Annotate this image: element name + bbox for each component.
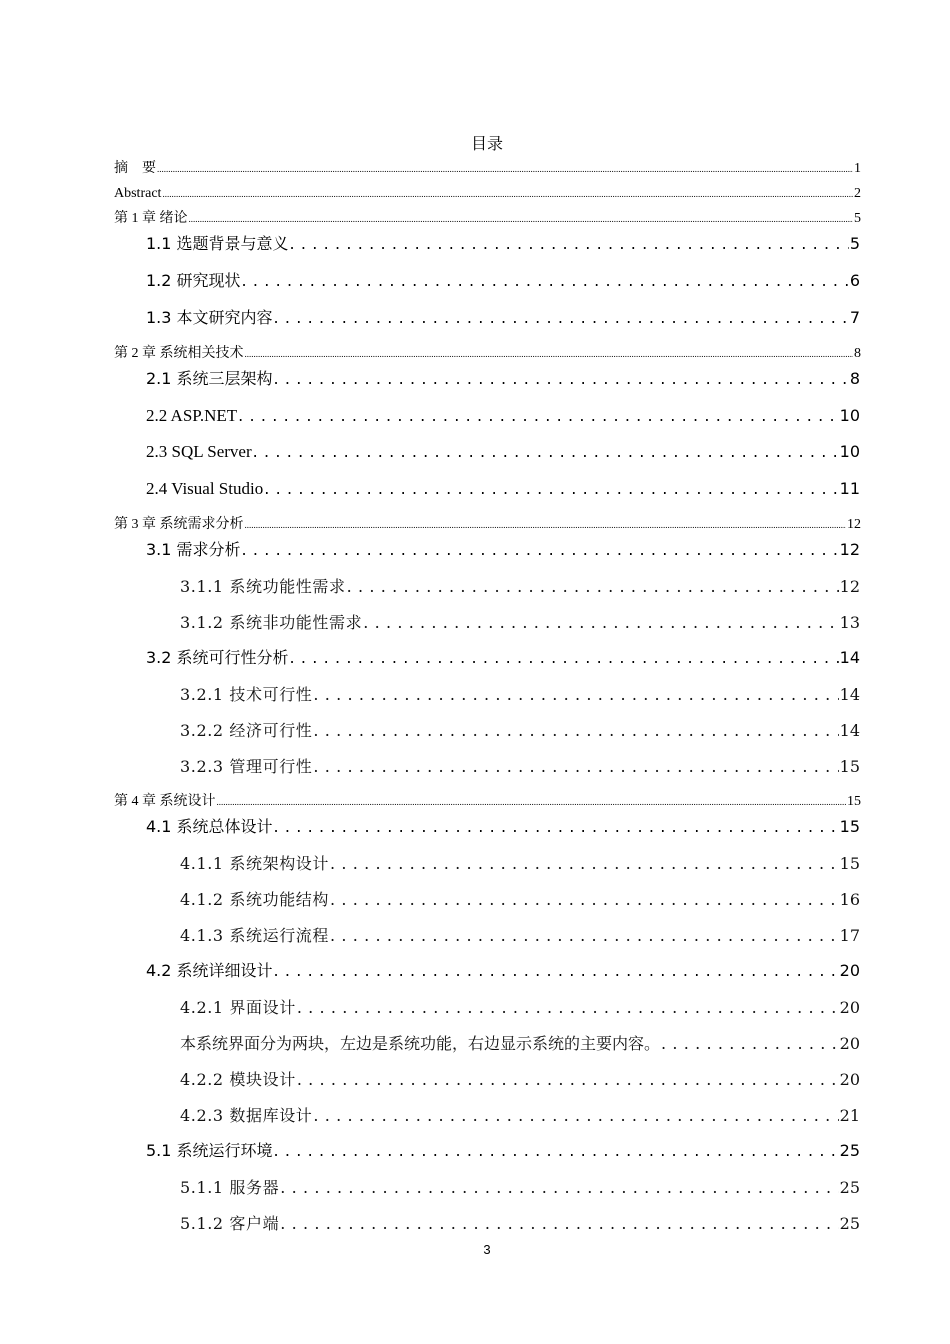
toc-entry-subsection[interactable] <box>180 576 860 598</box>
toc-entry-page: 25 <box>839 1178 860 1197</box>
dot-leader <box>274 960 839 982</box>
toc-entry-label: 3.2.2 经济可行性 <box>180 721 313 740</box>
toc-entry-page: 1 <box>854 161 861 176</box>
toc-entry-chapter-3[interactable] <box>114 516 861 534</box>
toc-entry-label: 1.2 研究现状 <box>146 271 241 290</box>
toc-entry-section[interactable] <box>146 270 860 292</box>
toc-entry-subsection[interactable] <box>180 1069 860 1091</box>
toc-entry-section[interactable] <box>146 647 860 669</box>
dot-leader <box>290 233 849 255</box>
toc-entry-label: 4.2.2 模块设计 <box>180 1070 296 1089</box>
page-number: 3 <box>483 1242 491 1257</box>
toc-entry-label: 4.2.1 界面设计 <box>180 998 296 1017</box>
dot-leader <box>313 684 838 706</box>
toc-entry-label: 4.1 系统总体设计 <box>146 817 273 836</box>
toc-entry-page: 15 <box>847 794 861 809</box>
toc-entry-page: 17 <box>839 926 860 945</box>
toc-entry-label: 5.1 系统运行环境 <box>146 1141 273 1160</box>
toc-entry-label: 第 2 章 系统相关技术 <box>114 346 244 361</box>
dot-leader <box>238 405 838 427</box>
toc-entry-label: 3.1.2 系统非功能性需求 <box>180 613 363 632</box>
toc-entry-section[interactable] <box>146 307 860 329</box>
toc-entry-section[interactable] <box>146 441 860 463</box>
toc-entry-subsection[interactable] <box>180 756 860 778</box>
dot-leader <box>189 210 854 228</box>
toc-entry-page: 7 <box>849 308 860 327</box>
dot-leader <box>313 1105 838 1127</box>
toc-entry-page: 14 <box>839 721 860 740</box>
toc-entry-label: 1.1 选题背景与意义 <box>146 234 289 253</box>
toc-entry-subsection[interactable] <box>180 684 860 706</box>
dot-leader <box>274 368 849 390</box>
dot-leader <box>280 1213 838 1235</box>
dot-leader <box>330 889 839 911</box>
dot-leader <box>330 853 839 875</box>
toc-entry-label: 2.3 SQL Server <box>146 442 252 461</box>
dot-leader <box>363 612 838 634</box>
toc-entry-page: 10 <box>839 406 860 425</box>
toc-entry-page: 20 <box>839 961 860 980</box>
dot-leader <box>245 345 854 363</box>
toc-entry-label: 第 4 章 系统设计 <box>114 794 216 809</box>
toc-entry-subsection[interactable] <box>180 889 860 911</box>
toc-entry-section[interactable] <box>146 539 860 561</box>
toc-entry-label: 4.2.3 数据库设计 <box>180 1106 313 1125</box>
toc-entry-label: 摘 要 <box>114 161 156 176</box>
toc-entry-section[interactable] <box>146 960 860 982</box>
toc-entry-label: 4.1.1 系统架构设计 <box>180 854 329 873</box>
toc-entry-page: 20 <box>839 1034 860 1053</box>
toc-entry-section[interactable] <box>146 368 860 390</box>
toc-entry-label: 4.1.3 系统运行流程 <box>180 926 329 945</box>
toc-entry-label: 本系统界面分为两块，左边是系统功能，右边显示系统的主要内容。 <box>180 1034 661 1053</box>
toc-entry-page: 8 <box>854 346 861 361</box>
toc-title: 目录 <box>470 134 503 153</box>
toc-entry-page: 15 <box>839 757 860 776</box>
toc-entry-subsection[interactable] <box>180 1177 860 1199</box>
dot-leader <box>297 1069 839 1091</box>
toc-entry-page: 25 <box>839 1141 860 1160</box>
toc-entry-section[interactable] <box>146 233 860 255</box>
toc-entry-label: 4.1.2 系统功能结构 <box>180 890 329 909</box>
toc-entry-section[interactable] <box>146 1140 860 1162</box>
dot-leader <box>330 925 839 947</box>
toc-entry-page: 12 <box>839 577 860 596</box>
dot-leader <box>242 270 849 292</box>
dot-leader <box>274 307 849 329</box>
toc-entry-page: 13 <box>839 613 860 632</box>
dot-leader <box>297 997 839 1019</box>
dot-leader <box>290 647 839 669</box>
toc-entry-label: Abstract <box>114 186 162 201</box>
toc-entry-page: 2 <box>854 186 861 201</box>
toc-entry-page: 21 <box>839 1106 860 1125</box>
toc-entry-label: 2.4 Visual Studio <box>146 479 264 498</box>
toc-entry-page: 15 <box>839 817 860 836</box>
toc-entry-label: 第 3 章 系统需求分析 <box>114 517 244 532</box>
toc-entry-page: 14 <box>839 648 860 667</box>
dot-leader <box>217 793 847 811</box>
dot-leader <box>313 756 838 778</box>
toc-entry-subsection[interactable] <box>180 925 860 947</box>
dot-leader <box>245 516 847 534</box>
toc-entry-subsection[interactable] <box>180 1213 860 1235</box>
toc-entry-subsection[interactable] <box>180 853 860 875</box>
toc-entry-abstract-cn[interactable] <box>114 160 861 178</box>
toc-entry-page: 20 <box>839 1070 860 1089</box>
toc-entry-label: 3.2.3 管理可行性 <box>180 757 313 776</box>
toc-entry-label: 3.2.1 技术可行性 <box>180 685 313 704</box>
toc-entry-label: 1.3 本文研究内容 <box>146 308 273 327</box>
toc-entry-page: 20 <box>839 998 860 1017</box>
toc-entry-page: 5 <box>849 234 860 253</box>
toc-entry-page: 14 <box>839 685 860 704</box>
toc-entry-page: 12 <box>847 517 861 532</box>
toc-entry-label: 2.1 系统三层架构 <box>146 369 273 388</box>
dot-leader <box>157 160 853 178</box>
toc-entry-label: 3.2 系统可行性分析 <box>146 648 289 667</box>
toc-entry-page: 25 <box>839 1214 860 1233</box>
dot-leader <box>347 576 839 598</box>
toc-entry-chapter-4[interactable] <box>114 793 861 811</box>
toc-entry-subsection[interactable] <box>180 612 860 634</box>
dot-leader <box>162 185 853 203</box>
toc-entry-label: 3.1.1 系统功能性需求 <box>180 577 346 596</box>
toc-entry-label: 4.2 系统详细设计 <box>146 961 273 980</box>
toc-entry-page: 6 <box>849 271 860 290</box>
toc-entry-subsection[interactable] <box>180 720 860 742</box>
toc-entry-page: 5 <box>854 211 861 226</box>
toc-entry-page: 15 <box>839 854 860 873</box>
dot-leader <box>661 1033 839 1055</box>
toc-entry-label: 5.1.2 客户端 <box>180 1214 280 1233</box>
toc-entry-chapter-2[interactable] <box>114 345 861 363</box>
toc-entry-subsection[interactable] <box>180 997 860 1019</box>
dot-leader <box>264 478 838 500</box>
toc-entry-section[interactable] <box>146 405 860 427</box>
toc-entry-subsection[interactable] <box>180 1105 860 1127</box>
toc-entry-label: 3.1 需求分析 <box>146 540 241 559</box>
toc-entry-page: 11 <box>839 479 860 498</box>
toc-entry-section[interactable] <box>146 816 860 838</box>
toc-entry-section[interactable] <box>146 478 860 500</box>
toc-entry-abstract-en[interactable] <box>114 185 861 203</box>
toc-entry-label: 2.2 ASP.NET <box>146 406 238 425</box>
toc-entry-page: 10 <box>839 442 860 461</box>
dot-leader <box>253 441 839 463</box>
dot-leader <box>313 720 838 742</box>
toc-entry-page: 16 <box>839 890 860 909</box>
toc-entry-chapter-1[interactable] <box>114 210 861 228</box>
toc-entry-label: 第 1 章 绪论 <box>114 211 188 226</box>
toc-entry-page: 12 <box>839 540 860 559</box>
toc-entry-page: 8 <box>849 369 860 388</box>
dot-leader <box>242 539 839 561</box>
toc-entry-subsection[interactable] <box>180 1033 860 1055</box>
dot-leader <box>274 816 839 838</box>
dot-leader <box>280 1177 838 1199</box>
dot-leader <box>274 1140 839 1162</box>
toc-entry-label: 5.1.1 服务器 <box>180 1178 280 1197</box>
